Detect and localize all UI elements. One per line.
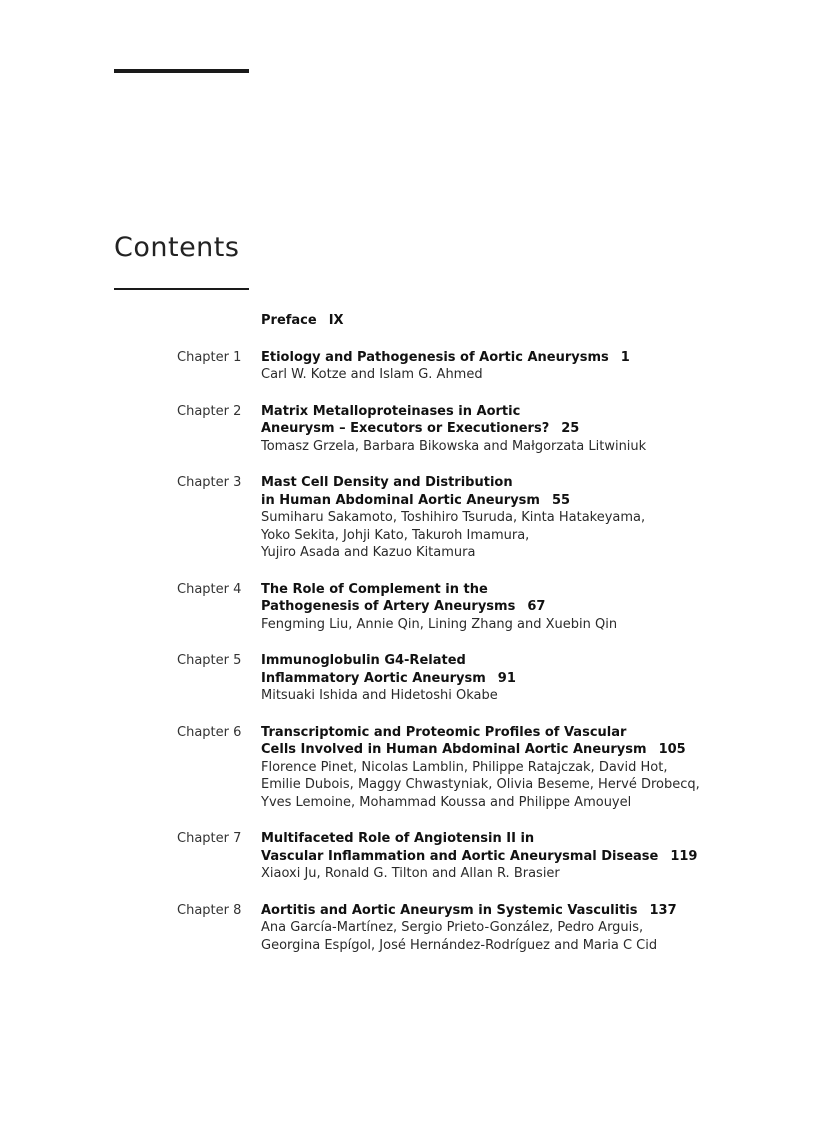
chapter-title-line: Mast Cell Density and Distribution (261, 475, 513, 490)
chapter-title-line: Vascular Inflammation and Aortic Aneurysmal Disease (261, 848, 659, 864)
preface-page-number: IX (328, 313, 344, 328)
chapter-author-line: Tomasz Grzela, Barbara Bikowska and Małgorzata Litwiniuk (261, 438, 647, 454)
chapter-label: Chapter 8 (177, 902, 242, 918)
chapter-author-line: Yves Lemoine, Mohammad Koussa and Philippe Amouyel (261, 794, 632, 810)
chapter-label: Chapter 1 (177, 349, 242, 365)
title-rule (114, 288, 249, 290)
chapter-title (261, 830, 721, 865)
toc-entry-chapter-1[interactable] (0, 349, 816, 384)
chapter-page-number: 1 (620, 349, 630, 365)
chapter-title-line: Cells Involved in Human Abdominal Aortic Aneurysm (261, 742, 647, 757)
chapter-author-line: Yujiro Asada and Kazuo Kitamura (261, 545, 476, 560)
chapter-label: Chapter 5 (177, 653, 242, 668)
chapter-title-line: Multifaceted Role of Angiotensin II in (261, 831, 535, 846)
chapter-title-line: Aortitis and Aortic Aneurysm in Systemic Vasculitis (261, 902, 638, 918)
chapter-page-number: 119 (670, 848, 698, 864)
chapter-title-line: Immunoglobulin G4-Related (261, 653, 466, 668)
chapter-title-line: in Human Abdominal Aortic Aneurysm (261, 492, 540, 508)
toc-entry-chapter-7[interactable] (0, 830, 816, 883)
chapter-title-line: Transcriptomic and Proteomic Profiles of Vascular (261, 724, 627, 740)
chapter-page-number: 67 (527, 599, 546, 614)
chapter-authors (261, 509, 721, 562)
chapter-label: Chapter 2 (177, 403, 242, 419)
chapter-page-number: 25 (561, 421, 580, 436)
preface-label: Preface (261, 313, 317, 328)
toc-entry-chapter-3[interactable] (0, 474, 816, 562)
chapter-author-line: Yoko Sekita, Johji Kato, Takuroh Imamura, (261, 527, 530, 543)
chapter-title-line: Etiology and Pathogenesis of Aortic Aneurysms (261, 349, 609, 365)
chapter-author-line: Florence Pinet, Nicolas Lamblin, Philippe Ratajczak, David Hot, (261, 759, 668, 775)
chapter-authors (261, 616, 721, 634)
toc-entry-chapter-8[interactable] (0, 902, 816, 955)
chapter-page-number: 91 (497, 670, 516, 686)
chapter-author-line: Ana García-Martínez, Sergio Prieto-González, Pedro Arguis, (261, 920, 644, 935)
toc-entry-chapter-6[interactable] (0, 724, 816, 812)
chapter-author-line: Mitsuaki Ishida and Hidetoshi Okabe (261, 688, 498, 703)
chapter-author-line: Georgina Espígol, José Hernández-Rodríguez and Maria C Cid (261, 937, 658, 953)
chapter-title-line: Inflammatory Aortic Aneurysm (261, 670, 486, 686)
chapter-title-line: Matrix Metalloproteinases in Aortic (261, 403, 521, 419)
toc-entry-chapter-2[interactable] (0, 403, 816, 456)
chapter-author-line: Carl W. Kotze and Islam G. Ahmed (261, 367, 483, 382)
chapter-title (261, 902, 721, 920)
chapter-label: Chapter 4 (177, 581, 242, 597)
page-title: Contents (114, 232, 240, 263)
chapter-author-line: Xiaoxi Ju, Ronald G. Tilton and Allan R. Brasier (261, 866, 560, 881)
chapter-page-number: 105 (658, 742, 686, 757)
chapter-title (261, 724, 721, 759)
chapter-title-line: The Role of Complement in the (261, 581, 488, 597)
table-of-contents (0, 312, 816, 973)
chapter-authors (261, 366, 721, 384)
chapter-title-line: Aneurysm – Executors or Executioners? (261, 421, 550, 436)
chapter-title (261, 652, 721, 687)
chapter-title (261, 474, 721, 509)
chapter-author-line: Sumiharu Sakamoto, Toshihiro Tsuruda, Kinta Hatakeyama, (261, 510, 646, 525)
top-rule (114, 69, 249, 73)
chapter-authors (261, 865, 721, 883)
chapter-label: Chapter 3 (177, 475, 242, 490)
chapter-authors (261, 438, 721, 456)
toc-entry-preface[interactable] (0, 312, 816, 330)
chapter-page-number: 55 (551, 492, 571, 508)
chapter-authors (261, 919, 721, 954)
chapter-title (261, 581, 721, 616)
chapter-author-line: Emilie Dubois, Maggy Chwastyniak, Olivia Beseme, Hervé Drobecq, (261, 777, 700, 792)
chapter-author-line: Fengming Liu, Annie Qin, Lining Zhang and Xuebin Qin (261, 616, 618, 632)
chapter-label: Chapter 6 (177, 724, 242, 740)
chapter-title-line: Pathogenesis of Artery Aneurysms (261, 599, 516, 614)
toc-entry-chapter-4[interactable] (0, 581, 816, 634)
chapter-authors (261, 687, 721, 705)
chapter-authors (261, 759, 721, 812)
chapter-title (261, 349, 721, 367)
chapter-title (261, 403, 721, 438)
chapter-page-number: 137 (649, 902, 677, 918)
chapter-label: Chapter 7 (177, 831, 242, 846)
toc-entry-chapter-5[interactable] (0, 652, 816, 705)
